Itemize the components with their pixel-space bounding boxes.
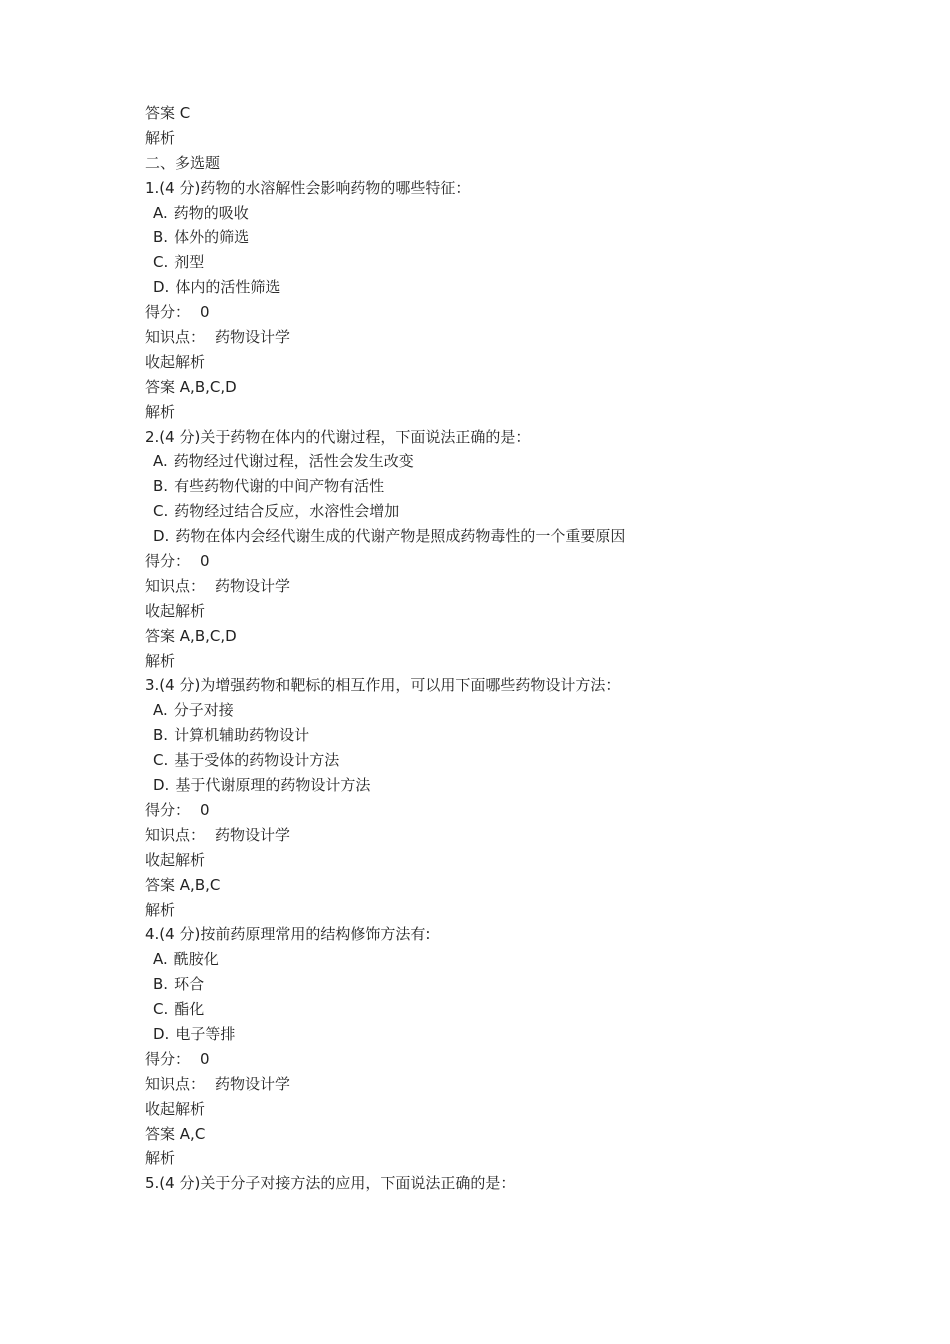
option-letter: C. <box>153 253 169 272</box>
previous-analysis: 解析 <box>145 128 176 147</box>
knowledge-label: 知识点： <box>145 328 206 347</box>
score-label: 得分： <box>145 800 191 819</box>
knowledge-value: 药物设计学 <box>215 1074 291 1093</box>
knowledge-value: 药物设计学 <box>215 825 291 844</box>
question-1 <box>145 176 845 425</box>
option-letter: B. <box>153 726 169 745</box>
score-value: 0 <box>200 303 210 322</box>
option-b <box>145 225 845 250</box>
score-label: 得分： <box>145 1049 191 1068</box>
answer-value: A,B,C,D <box>179 626 237 645</box>
question-3 <box>145 673 845 922</box>
score-line <box>145 549 845 574</box>
option-text: 药物经过结合反应，水溶性会增加 <box>174 502 400 521</box>
answer-line <box>145 375 845 400</box>
option-a <box>145 947 845 972</box>
answer-label: 答案 <box>145 626 176 645</box>
option-text: 药物在体内会经代谢生成的代谢产物是照成药物毒性的一个重要原因 <box>175 527 626 546</box>
option-c <box>145 499 845 524</box>
option-d <box>145 773 845 798</box>
option-text: 基于代谢原理的药物设计方法 <box>175 776 371 795</box>
option-a <box>145 201 845 226</box>
option-b <box>145 474 845 499</box>
question-stem: 5.(4 分)关于分子对接方法的应用，下面说法正确的是： <box>145 1174 516 1193</box>
knowledge-value: 药物设计学 <box>215 576 291 595</box>
analysis-label: 解析 <box>145 900 176 919</box>
option-a <box>145 449 845 474</box>
analysis-label: 解析 <box>145 1149 176 1168</box>
score-value: 0 <box>200 800 210 819</box>
answer-value: C <box>179 104 191 122</box>
option-c <box>145 997 845 1022</box>
answer-label: 答案 <box>145 875 176 894</box>
option-d <box>145 1022 845 1047</box>
document-content <box>145 101 845 1196</box>
answer-line <box>145 873 845 898</box>
knowledge-line <box>145 325 845 350</box>
knowledge-line <box>145 574 845 599</box>
option-letter: D. <box>153 776 170 795</box>
answer-label: 答案 <box>145 1124 176 1143</box>
question-5 <box>145 1171 845 1196</box>
option-text: 酰胺化 <box>173 950 219 969</box>
question-stem: 1.(4 分)药物的水溶解性会影响药物的哪些特征： <box>145 178 471 197</box>
option-text: 环合 <box>174 975 205 994</box>
collapse-analysis-link[interactable]: 收起解析 <box>145 601 206 620</box>
analysis-label: 解析 <box>145 402 176 421</box>
option-text: 剂型 <box>174 253 205 272</box>
option-c <box>145 748 845 773</box>
option-letter: C. <box>153 502 169 521</box>
option-letter: D. <box>153 278 170 297</box>
answer-line <box>145 1122 845 1147</box>
question-stem: 2.(4 分)关于药物在体内的代谢过程，下面说法正确的是： <box>145 427 531 446</box>
option-letter: A. <box>153 203 168 222</box>
question-stem: 4.(4 分)按前药原理常用的结构修饰方法有: <box>145 925 431 944</box>
option-text: 酯化 <box>174 1000 205 1019</box>
answer-line <box>145 624 845 649</box>
score-line <box>145 300 845 325</box>
option-letter: C. <box>153 1000 169 1019</box>
analysis-label: 解析 <box>145 651 176 670</box>
option-letter: A. <box>153 452 168 471</box>
option-letter: D. <box>153 1024 170 1043</box>
option-c <box>145 250 845 275</box>
answer-label: 答案 <box>145 104 176 122</box>
knowledge-value: 药物设计学 <box>215 328 291 347</box>
option-text: 电子等排 <box>175 1024 236 1043</box>
option-text: 基于受体的药物设计方法 <box>174 751 340 770</box>
option-letter: B. <box>153 975 169 994</box>
option-letter: C. <box>153 751 169 770</box>
option-d <box>145 275 845 300</box>
option-b <box>145 723 845 748</box>
question-4 <box>145 922 845 1171</box>
answer-label: 答案 <box>145 377 176 396</box>
option-letter: B. <box>153 228 169 247</box>
option-text: 体外的筛选 <box>174 228 250 247</box>
question-stem: 3.(4 分)为增强药物和靶标的相互作用，可以用下面哪些药物设计方法： <box>145 676 621 695</box>
option-text: 体内的活性筛选 <box>175 278 281 297</box>
answer-value: A,B,C,D <box>179 377 237 396</box>
score-value: 0 <box>200 1049 210 1068</box>
option-text: 药物经过代谢过程，活性会发生改变 <box>173 452 414 471</box>
collapse-analysis-link[interactable]: 收起解析 <box>145 352 206 371</box>
option-letter: A. <box>153 950 168 969</box>
score-label: 得分： <box>145 552 191 571</box>
knowledge-label: 知识点： <box>145 576 206 595</box>
knowledge-line <box>145 1072 845 1097</box>
option-b <box>145 972 845 997</box>
collapse-analysis-link[interactable]: 收起解析 <box>145 1099 206 1118</box>
option-text: 有些药物代谢的中间产物有活性 <box>174 477 385 496</box>
option-a <box>145 698 845 723</box>
previous-answer <box>145 101 845 126</box>
score-line <box>145 798 845 823</box>
knowledge-label: 知识点： <box>145 1074 206 1093</box>
answer-value: A,C <box>179 1124 206 1143</box>
option-letter: B. <box>153 477 169 496</box>
section-title: 二、多选题 <box>145 153 221 172</box>
answer-value: A,B,C <box>179 875 221 894</box>
knowledge-label: 知识点： <box>145 825 206 844</box>
option-letter: A. <box>153 701 168 720</box>
score-line <box>145 1047 845 1072</box>
option-text: 药物的吸收 <box>173 203 249 222</box>
question-2 <box>145 425 845 674</box>
option-d <box>145 524 845 549</box>
knowledge-line <box>145 823 845 848</box>
score-label: 得分： <box>145 303 191 322</box>
option-letter: D. <box>153 527 170 546</box>
collapse-analysis-link[interactable]: 收起解析 <box>145 850 206 869</box>
score-value: 0 <box>200 552 210 571</box>
option-text: 计算机辅助药物设计 <box>174 726 310 745</box>
option-text: 分子对接 <box>173 701 234 720</box>
